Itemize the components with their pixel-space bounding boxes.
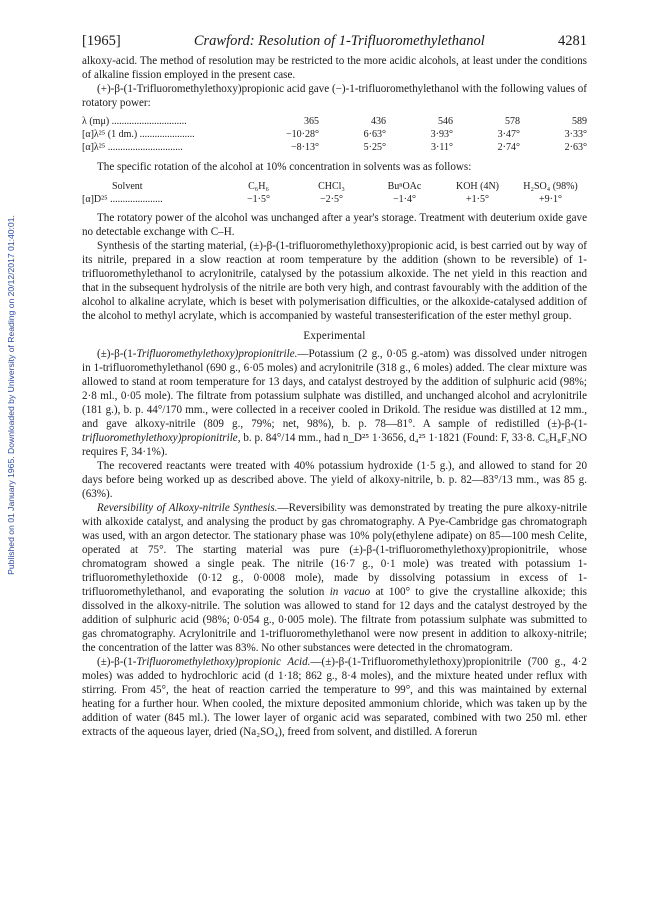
cell: 2·63°	[564, 142, 587, 153]
cell: KOH (4N)	[455, 181, 500, 192]
paper-page	[82, 33, 587, 739]
header-title: Crawford: Resolution of 1-Trifluoromethylethanol	[193, 33, 485, 49]
paragraph-tail: at 100° to give the crystalline alkoxide; this dissolved in the alkoxy-nitrile. The solution was allowed to stand for 12 days and the catalyst destroyed by the addition of sulphuric acid (98%; 0·054 g., 0·005 mole). The filtrate from potassium sulphate was submitted to gas chromatography. Acrylonitrile and 1-trifluoromethylethanol were now present in addition to alkoxy-nitrile; the concentration of the latter was 83%. No other substances were detected in the chromatogram.	[82, 586, 587, 654]
cell: −10·28°	[286, 129, 319, 140]
cell: 365	[304, 116, 319, 127]
section-heading: Experimental	[303, 330, 366, 342]
cell: CHCl₃	[318, 181, 345, 192]
experimental-reversibility-paragraph	[82, 501, 587, 655]
cell: +9·1°	[539, 194, 562, 205]
synthesis-paragraph: Synthesis of the starting material, (±)-β-(1-trifluoromethylethoxy)propionic acid, is best carried out by way of its nitrile, prepared in a slow reaction at room temperature by the addition (shown to be reversible) of 1-trifluoromethylethanol to acrylonitrile, catalysed by the potassium alkoxide. The net yield in this reaction and that in the subsequent hydrolysis of the nitrile are both very high, and contrast favourably with the addition of the alcohol to alkaline acrylate, which is beset with polymerisation difficulties, or the alkoxide-catalysed addition of the alcohol to methyl acrylate, which is accompanied by wasteful transesterification of the ester methyl group.	[82, 240, 587, 322]
download-notice	[0, 155, 22, 635]
specific-rotation-paragraph: The specific rotation of the alcohol at 10% concentration in solvents was as follows:	[97, 161, 472, 173]
paragraph-body: —Potassium (2 g., 0·05 g.-atom) was dissolved under nitrogen in 1-trifluoromethylethanol (690 g., 6·05 moles) and acrylonitrile (318 g., 6 moles) added. The clear mixture was allowed to stand at room temperature for 13 days, and catalyst destroyed by the addition of sulphuric acid (98%; 2·8 ml., 0·05 mole). The filtrate from potassium sulphate was distilled, and unchanged alcohol and acrylonitrile (181 g.), b. p. 44°/170 mm., were collected in a receiver cooled in Drikold. The residue was distilled at 12 mm., and gave alkoxy-nitrile (809 g., 79%; net, 98%), b. p. 78—81°. A sample of redistilled (±)-β-(1-	[82, 348, 587, 430]
experimental-acid-paragraph	[82, 655, 587, 739]
rotation-row-observed	[82, 128, 587, 141]
cell: 3·33°	[564, 129, 587, 140]
rotation-row-specific	[82, 141, 587, 154]
row-label: λ (mμ) ..............................	[82, 116, 187, 127]
paragraph-body: —Reversibility was demonstrated by treating the pure alkoxy-nitrile with alkoxide catalyst, and analysing the product by gas chromatography. A Pye-Cambridge gas chromatograph was used, with an argon detector. The stationary phase was 10% poly(ethylene adipate) on 85—100 mesh Celite, operated at 75°. The starting material was pure (±)-β-(1-trifluoromethylethoxy)propionitrile, whose chromatogram showed a single peak. The nitrile (16·7 g., 0·1 mole) was treated with potassium 1-trifluoromethylethoxide (0·12 g., 0·0008 mole), made by dissolving potassium in excess of 1-trifluoromethylethanol, and evaporating the solution	[82, 502, 587, 598]
paragraph-tail: b. p. 84°/14 mm., had n_D²⁵ 1·3656, d₄²⁵ 1·1821 (Found: F, 33·8. C₆H₈F₃NO requires F, 34·1%).	[82, 432, 587, 458]
row-label: [α]λ²⁵ ..............................	[82, 142, 183, 153]
row-label: [α]λ²⁵ (1 dm.) ......................	[82, 129, 195, 140]
storage-paragraph: The rotatory power of the alcohol was unchanged after a year's storage. Treatment with deuterium oxide gave no detectable exchange with C–H.	[82, 212, 587, 238]
experimental-recovery-paragraph: The recovered reactants were treated with 40% potassium hydroxide (1·5 g.), and allowed to stand for 20 days before being worked up as described above. The yield of alkoxy-nitrile, b. p. 82—83°/13 mm., was 85 g. (63%).	[82, 460, 587, 500]
latin-phrase: in vacuo	[329, 586, 371, 598]
cell: 578	[505, 116, 520, 127]
solvent-value-row	[82, 193, 587, 206]
cell: 2·74°	[497, 142, 520, 153]
cell: +1·5°	[466, 194, 489, 205]
cell: 3·11°	[431, 142, 453, 153]
cell: C₆H₆	[248, 181, 269, 192]
rotation-table	[82, 115, 587, 154]
experimental-nitrile-paragraph	[82, 347, 587, 459]
cell: −2·5°	[320, 194, 343, 205]
solvent-header-row	[82, 180, 587, 193]
cell: H₂SO₄ (98%)	[523, 181, 578, 192]
intro-paragraph: alkoxy-acid. The method of resolution may be restricted to the more acidic alcohols, at least under the conditions of alkaline fission employed in the present case.	[82, 55, 587, 81]
cell: −1·4°	[393, 194, 416, 205]
cell: 589	[572, 116, 587, 127]
subsection-heading: Reversibility of Alkoxy-nitrile Synthesis.	[97, 502, 278, 514]
cell: 3·47°	[497, 129, 520, 140]
solvent-table	[82, 180, 587, 206]
compound-prefix: (±)-β-(1-	[97, 348, 137, 360]
header-page-number: 4281	[558, 33, 587, 49]
cell: 546	[438, 116, 453, 127]
rotatory-paragraph: (+)-β-(1-Trifluoromethylethoxy)propionic acid gave (−)-1-trifluoromethylethanol with the following values of rotatory power:	[82, 83, 587, 109]
cell: 5·25°	[363, 142, 386, 153]
compound-prefix: (±)-β-(1-	[97, 656, 137, 668]
row-label: [α]D²⁵ .....................	[82, 194, 163, 205]
cell: −1·5°	[247, 194, 270, 205]
compound-name: Trifluoromethylethoxy)propionic Acid.	[136, 656, 311, 668]
cell: BuⁿOAc	[387, 181, 422, 192]
cell: 3·93°	[430, 129, 453, 140]
cell: 6·63°	[363, 129, 386, 140]
cell: −8·13°	[291, 142, 319, 153]
cell: 436	[371, 116, 386, 127]
download-notice-text: Published on 01 January 1965. Downloaded by University of Reading on 20/12/2017 01:40:01.	[6, 215, 17, 575]
compound-name: trifluoromethylethoxy)propionitrile,	[82, 432, 241, 444]
rotation-row-wavelength	[82, 115, 587, 128]
header-year: [1965]	[82, 33, 121, 49]
paragraph-body: —(±)-β-(1-Trifluoromethylethoxy)propionitrile (700 g., 4·2 moles) was added to hydrochloric acid (d 1·18; 862 g., 8·4 moles), and the mixture heated under reflux with stirring. From 45°, the heat of reaction carried the temperature to 99°, and this was maintained by external heating for a further hour. When cooled, the mixture deposited ammonium chloride, which was taken up by the addition of water (845 ml.). The lower layer of organic acid was separated, combined with two 250 ml. ether extracts of the aqueous layer, dried (Na₂SO₄), freed from solvent, and distilled. A forerun	[82, 656, 587, 738]
row-label: Solvent	[112, 181, 143, 192]
running-header	[82, 33, 587, 50]
compound-name: Trifluoromethylethoxy)propionitrile.	[136, 348, 298, 360]
